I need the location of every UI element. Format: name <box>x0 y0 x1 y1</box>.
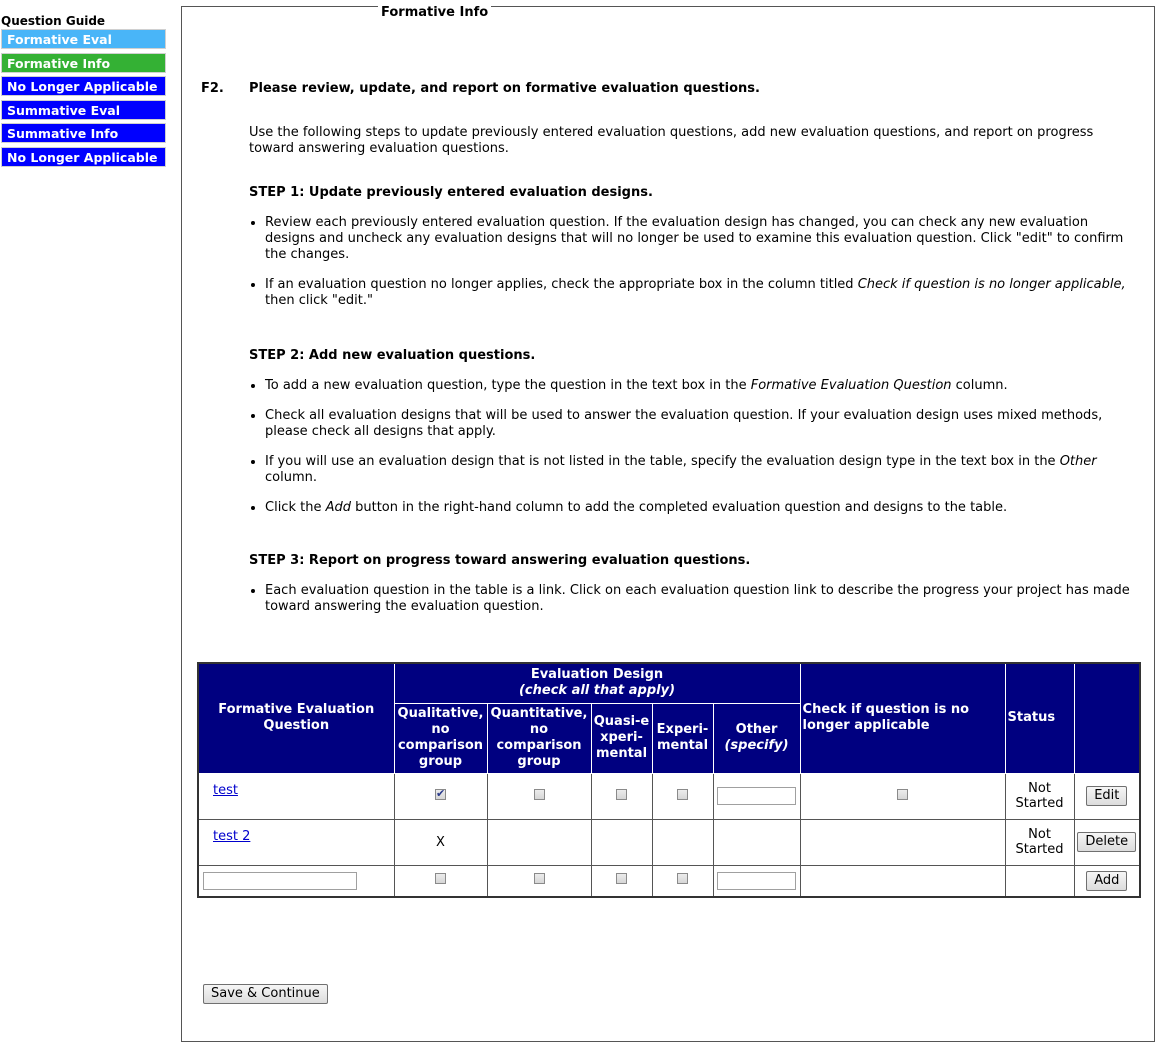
list-item-emphasis: Other <box>1059 454 1097 469</box>
evaluation-questions-table <box>197 662 1141 898</box>
question-link[interactable]: test <box>213 782 238 798</box>
list-item-text: column. <box>265 470 317 485</box>
list-item <box>265 499 1135 516</box>
experimental-checkbox[interactable] <box>677 873 688 884</box>
list-item <box>265 276 1135 309</box>
question-title: Please review, update, and report on formative evaluation questions. <box>249 81 760 96</box>
step1-heading: STEP 1: Update previously entered evaluation designs. <box>249 185 653 200</box>
list-item-emphasis: Formative Evaluation Question <box>750 378 952 393</box>
list-item: • Review each previously entered evaluation question. If the evaluation design has changed, you can check any new evaluation designs and uncheck any evaluation designs that will no longer be used to examine this evaluation question. Click "edit" to confirm the changes. <box>265 214 1135 263</box>
table-row <box>198 819 1140 865</box>
status-cell: Not Started <box>1005 773 1074 819</box>
header-quantitative: Quantitative, no comparison group <box>487 703 591 773</box>
other-input[interactable] <box>717 872 796 890</box>
header-other <box>713 703 800 773</box>
add-button[interactable]: Add <box>1086 871 1127 891</box>
list-item-text: column. <box>951 378 1008 393</box>
list-item: • Check all evaluation designs that will be used to answer the evaluation question. If your evaluation design uses mixed methods, please check all designs that apply. <box>265 407 1135 440</box>
list-item-text: button in the right-hand column to add the completed evaluation question and designs to the table. <box>350 500 1008 515</box>
table-row-add <box>198 865 1140 897</box>
header-evaluation-design <box>394 663 800 703</box>
list-item-text: then click "edit." <box>265 293 373 308</box>
fieldset-legend: Formative Info <box>378 5 491 20</box>
intro-text: Use the following steps to update previously entered evaluation questions, add new evaluation questions, and report on progress toward answering evaluation questions. <box>249 125 1094 156</box>
header-design-sub: (check all that apply) <box>518 683 676 699</box>
quasi-experimental-checkbox[interactable] <box>616 789 627 800</box>
header-experimental: Experi-mental <box>652 703 713 773</box>
header-quasi-experimental: Quasi-experi-mental <box>591 703 652 773</box>
qualitative-checkbox[interactable] <box>435 789 446 800</box>
quantitative-checkbox[interactable] <box>534 873 545 884</box>
step1-list <box>249 214 1135 322</box>
header-question: Formative Evaluation Question <box>198 663 394 773</box>
list-item-emphasis: Check if question is no longer applicable, <box>857 277 1126 292</box>
question-link[interactable]: test 2 <box>213 828 251 844</box>
empty-cell <box>713 819 800 865</box>
empty-cell <box>652 819 713 865</box>
sidebar-item-summative-info[interactable]: Summative Info <box>1 123 166 143</box>
question-number: F2. <box>201 81 224 96</box>
header-qualitative: Qualitative, no comparison group <box>394 703 487 773</box>
list-item-emphasis: Add <box>325 500 351 515</box>
list-item <box>265 377 1135 394</box>
question-guide-sidebar <box>1 14 166 170</box>
empty-cell <box>487 819 591 865</box>
sidebar-item-formative-info[interactable]: Formative Info <box>1 53 166 73</box>
sidebar-item-formative-eval[interactable]: Formative Eval <box>1 29 166 49</box>
sidebar-item-no-longer-applicable-formative[interactable]: No Longer Applicable <box>1 76 166 96</box>
list-item: • Each evaluation question in the table is a link. Click on each evaluation question link to describe the progress your project has made toward answering the evaluation question. <box>265 582 1135 615</box>
empty-cell <box>591 819 652 865</box>
new-question-input[interactable] <box>203 872 357 890</box>
header-other-label: Other <box>735 722 778 737</box>
empty-cell <box>800 865 1005 897</box>
save-continue-button[interactable]: Save & Continue <box>203 984 328 1004</box>
status-cell: Not Started <box>1005 819 1074 865</box>
header-action <box>1074 663 1140 773</box>
qualitative-checkbox[interactable] <box>435 873 446 884</box>
step2-heading: STEP 2: Add new evaluation questions. <box>249 348 536 363</box>
other-input[interactable] <box>717 787 796 805</box>
sidebar-title: Question Guide <box>1 14 106 28</box>
edit-button[interactable]: Edit <box>1086 786 1127 806</box>
sidebar-item-no-longer-applicable-summative[interactable]: No Longer Applicable <box>1 147 166 167</box>
step3-heading: STEP 3: Report on progress toward answering evaluation questions. <box>249 553 751 568</box>
header-other-sub: (specify) <box>724 738 789 753</box>
header-design-label: Evaluation Design <box>530 667 664 683</box>
qualitative-mark: X <box>394 819 487 865</box>
quantitative-checkbox[interactable] <box>534 789 545 800</box>
list-item-text: Click the <box>265 500 326 515</box>
step3-list <box>249 582 1135 628</box>
quasi-experimental-checkbox[interactable] <box>616 873 627 884</box>
list-item-text: If an evaluation question no longer applies, check the appropriate box in the column titled <box>265 277 858 292</box>
step2-list <box>249 377 1135 529</box>
header-no-longer-applicable: Check if question is no longer applicable <box>800 663 1005 773</box>
delete-button[interactable]: Delete <box>1077 832 1136 852</box>
table-row <box>198 773 1140 819</box>
sidebar-item-summative-eval[interactable]: Summative Eval <box>1 100 166 120</box>
header-status: Status <box>1005 663 1074 773</box>
empty-cell <box>800 819 1005 865</box>
no-longer-applicable-checkbox[interactable] <box>897 789 908 800</box>
experimental-checkbox[interactable] <box>677 789 688 800</box>
list-item-text: To add a new evaluation question, type the question in the text box in the <box>265 378 751 393</box>
list-item-text: If you will use an evaluation design that is not listed in the table, specify the evaluation design type in the text box in the <box>265 454 1060 469</box>
empty-cell <box>1005 865 1074 897</box>
list-item <box>265 453 1135 486</box>
